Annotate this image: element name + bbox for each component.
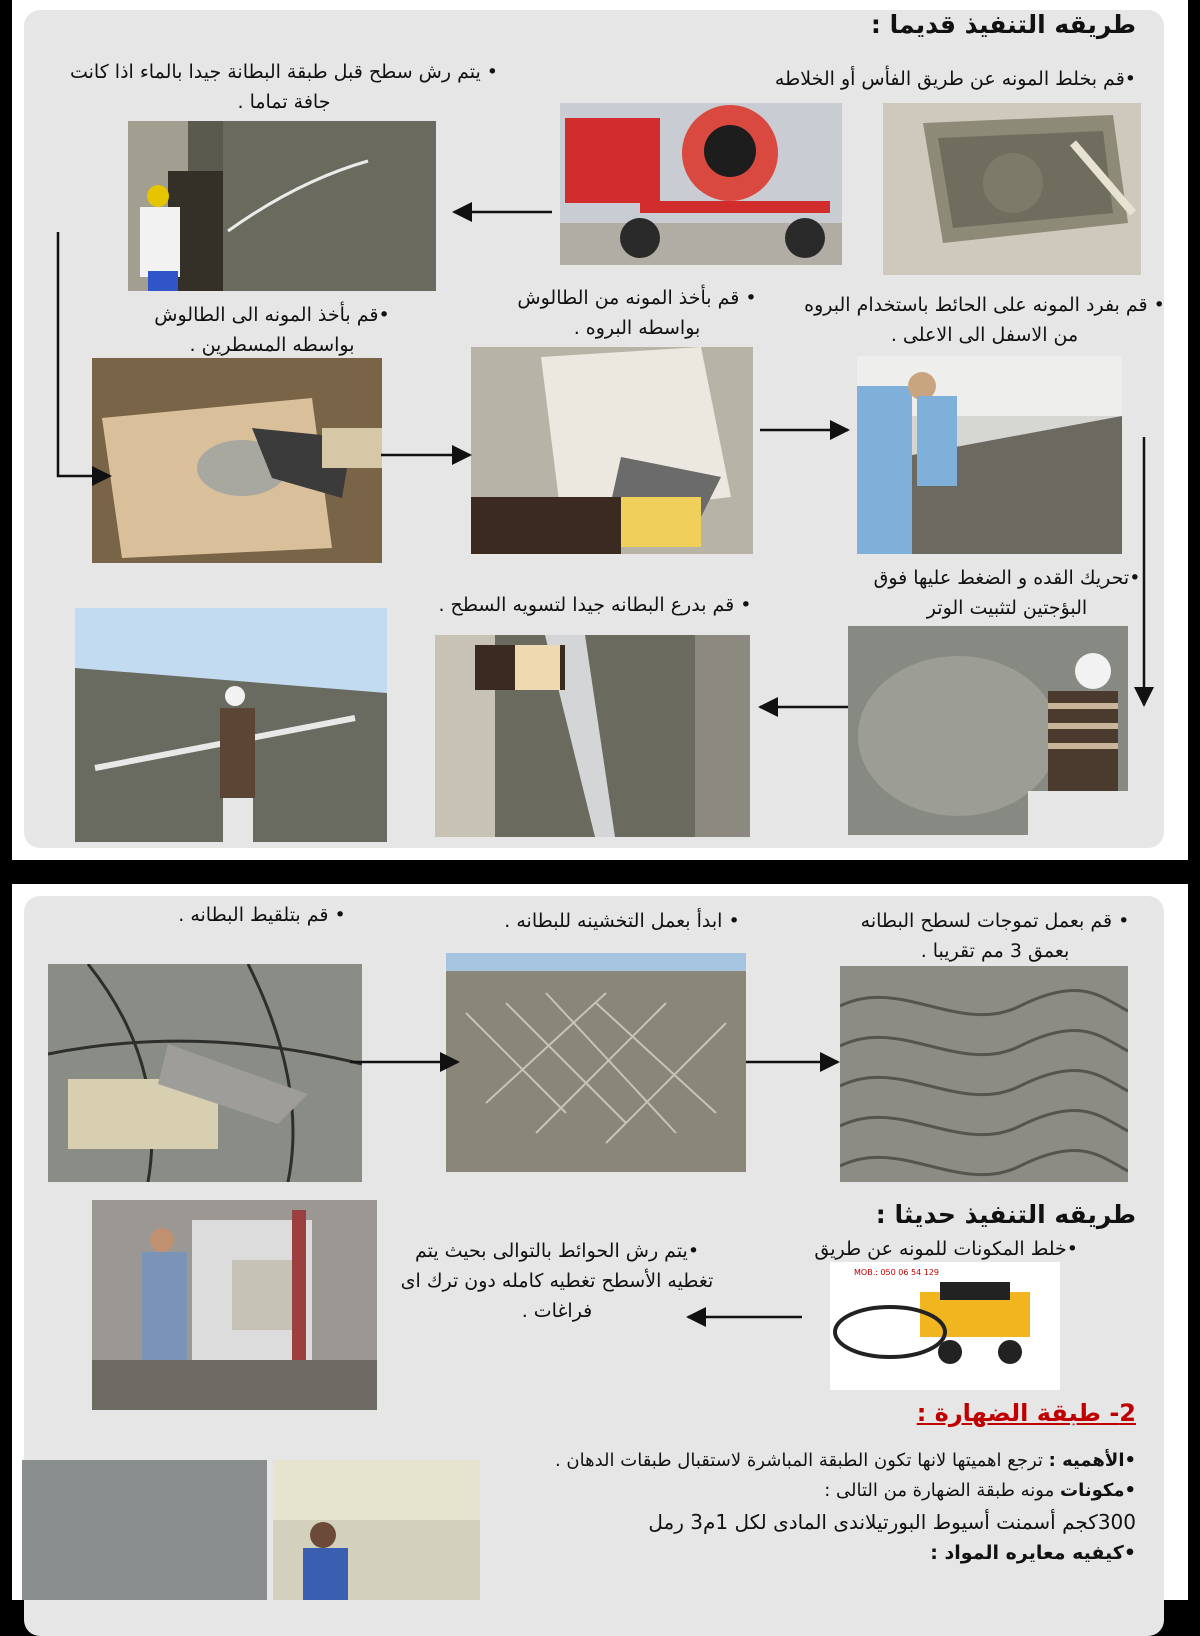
caption-trowel: • قم بأخذ المونه من الطالوش بواسطه البروه . <box>517 287 757 339</box>
photo-spreading <box>857 356 1122 554</box>
slide-plaster-finish <box>12 884 1188 1600</box>
photo-spray-machine <box>830 1262 1060 1390</box>
caption-waves: • قم بعمل تموجات لسطح البطانه بعمق 3 مم تقريبا . <box>860 910 1130 962</box>
photo-water-spray <box>128 121 436 291</box>
photo-mortar-tray <box>883 103 1141 275</box>
formula-line: 300كجم أسمنت أسيوط البورتيلاندى المادى لكل 1م3 رمل <box>648 1510 1136 1534</box>
caption-rough: • ابدأ بعمل التخشينه للبطانه . <box>504 910 740 932</box>
photo-pressing-screed <box>848 626 1128 835</box>
caption-hawk: •قم بأخذ المونه الى الطالوش بواسطه المسطرين . <box>154 304 390 356</box>
importance-text: ترجع اهميتها لانها تكون الطبقة المباشرة لاستقبال طبقات الدهان . <box>554 1450 1043 1471</box>
modern-title: طريقه التنفيذ حديثا : <box>875 1200 1136 1229</box>
photo-waves <box>840 966 1128 1182</box>
photo-spraying <box>92 1200 377 1410</box>
modern-spray-caption: •يتم رش الحوائط بالتوالى بحيث يتم تغطيه الأسطح تغطيه كامله دون ترك اى فراغات . <box>400 1240 714 1322</box>
calibration-label: •كيفيه معايره المواد : <box>930 1542 1136 1564</box>
caption-dash: • قم بتلقيط البطانه . <box>178 904 346 926</box>
section-title <box>796 1398 1136 1428</box>
photo-roughening <box>446 953 746 1172</box>
modern-mix-caption: •خلط المكونات للمونه عن طريق <box>814 1238 1078 1260</box>
caption-press: •تحريك القده و الضغط عليها فوق البؤجتين لتثبيت الوتر <box>873 567 1141 619</box>
caption-level: • قم بدرع البطانه جيدا لتسويه السطح . <box>438 594 752 616</box>
photo-finish-surface <box>22 1460 267 1600</box>
photo-leveling <box>435 635 750 837</box>
photo-hawk-load <box>92 358 382 563</box>
photo-dashing <box>48 964 362 1182</box>
photo-mixer <box>560 103 842 265</box>
slide-old-method <box>12 0 1188 860</box>
caption-spread: • قم بفرد المونه على الحائط باستخدام البروه من الاسفل الى الاعلى . <box>804 294 1165 346</box>
components-text: مونه طبقة الضهارة من التالى : <box>824 1480 1055 1501</box>
calibration-line <box>496 1538 1136 1568</box>
machine-phone-label: MOB.: 050 06 54 129 <box>854 1268 939 1277</box>
photo-wall-leveling <box>75 608 387 842</box>
caption-mix: •قم بخلط المونه عن طريق الفأس أو الخلاطه <box>774 68 1136 90</box>
importance-label: •الأهميه : <box>1048 1450 1136 1471</box>
components-line <box>496 1476 1136 1506</box>
photo-trowel <box>471 347 753 554</box>
components-label: •مكونات <box>1059 1480 1136 1501</box>
caption-spray: • يتم رش سطح قبل طبقة البطانة جيدا بالماء اذا كانت جافة تماما . <box>69 61 499 113</box>
section-title-text: 2- طبقة الضهارة : <box>916 1399 1136 1427</box>
old-method-title: طريقه التنفيذ قديما : <box>870 10 1136 39</box>
importance-line <box>496 1446 1136 1476</box>
photo-finish-worker <box>273 1460 480 1600</box>
